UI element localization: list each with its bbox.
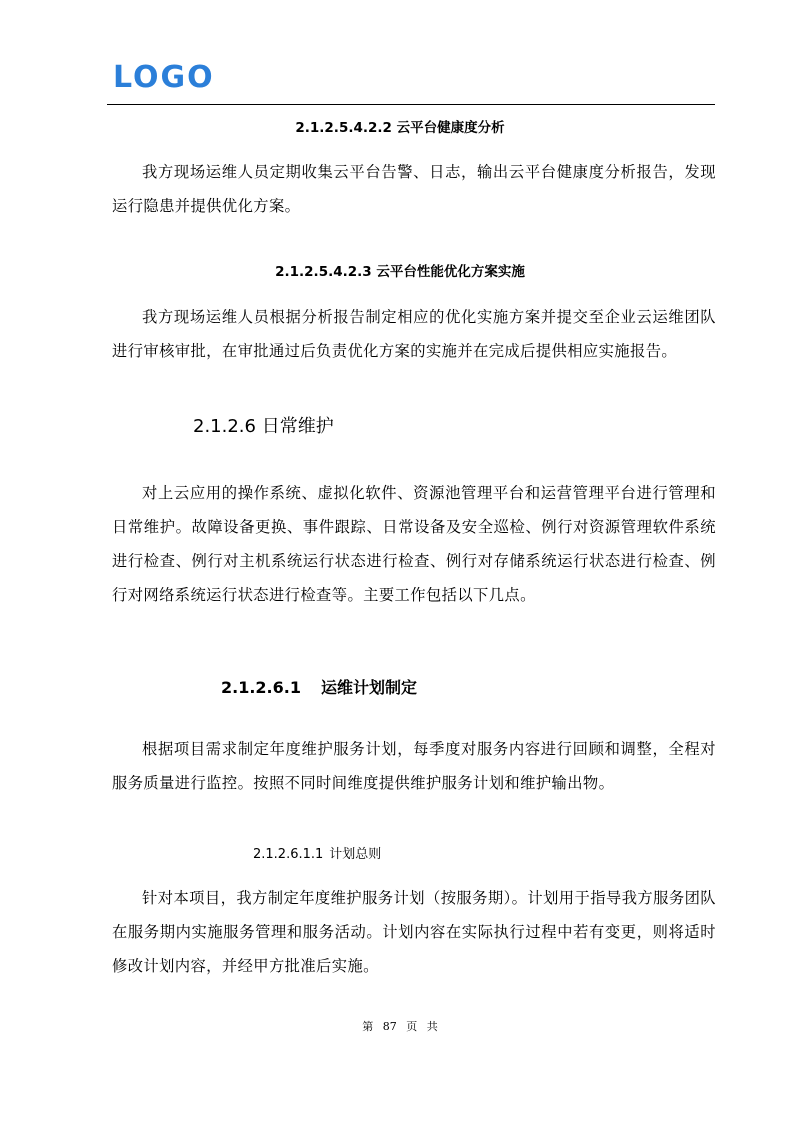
header-rule — [107, 104, 715, 105]
heading-number: 2.1.2.6.1.1 — [253, 847, 324, 862]
heading-2-1-2-6: 2.1.2.6 日常维护 — [193, 416, 334, 437]
paragraph-daily-maintenance: 对上云应用的操作系统、虚拟化软件、资源池管理平台和运营管理平台进行管理和日常维护。故障设备更换、事件跟踪、日常设备及安全巡检、例行对资源管理软件系统进行检查、例行对主机系统运行状态进行检查、例行对存储系统运行状态进行检查、例行对网络系统运行状态进行检查等。主要工作包括以下几点。 — [112, 484, 716, 604]
heading-number: 2.1.2.6.1 — [221, 678, 301, 697]
paragraph-plan-general: 针对本项目，我方制定年度维护服务计划（按服务期）。计划用于指导我方服务团队在服务期内实施服务管理和服务活动。计划内容在实际执行过程中若有变更，则将适时修改计划内容，并经甲方批准后实施。 — [112, 889, 716, 975]
paragraph-plan-formulation: 根据项目需求制定年度维护服务计划，每季度对服务内容进行回顾和调整，全程对服务质量进行监控。按照不同时间维度提供维护服务计划和维护输出物。 — [112, 740, 716, 792]
paragraph-health-analysis: 我方现场运维人员定期收集云平台告警、日志，输出云平台健康度分析报告，发现运行隐患并提供优化方案。 — [112, 163, 716, 215]
heading-2-1-2-6-1 — [221, 676, 417, 700]
heading-2-1-2-5-4-2-3: 2.1.2.5.4.2.3 云平台性能优化方案实施 — [275, 264, 525, 280]
paragraph-optimization-implementation: 我方现场运维人员根据分析报告制定相应的优化实施方案并提交至企业云运维团队进行审核审批，在审批通过后负责优化方案的实施并在完成后提供相应实施报告。 — [112, 308, 716, 360]
company-logo: LOGO — [113, 60, 215, 95]
heading-2-1-2-6-1-1 — [253, 845, 381, 865]
heading-2-1-2-5-4-2-2: 2.1.2.5.4.2.2 云平台健康度分析 — [295, 120, 505, 136]
page-footer: 第 87 页 共 — [362, 1020, 438, 1033]
heading-title: 计划总则 — [329, 847, 382, 862]
heading-title: 运维计划制定 — [320, 678, 417, 697]
